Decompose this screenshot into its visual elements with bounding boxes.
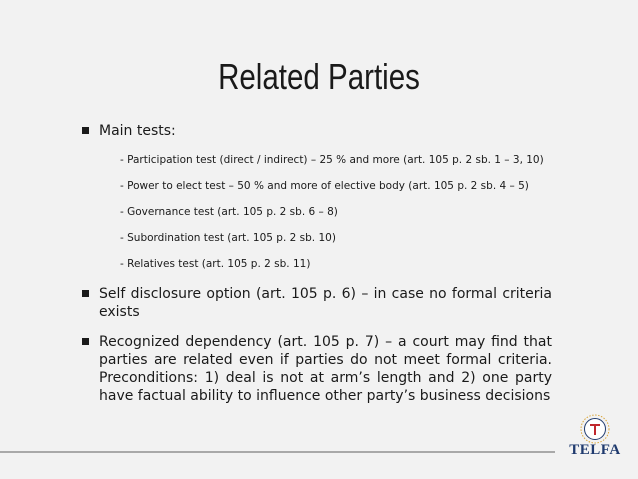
telfa-logo (562, 412, 628, 462)
sub-item-relatives-test: - Relatives test (art. 105 p. 2 sb. 11) (120, 258, 311, 270)
slide-title: Related Parties (218, 56, 420, 97)
main-tests-label: Main tests: (99, 123, 176, 139)
sub-item-participation-test: - Participation test (direct / indirect) – 25 % and more (art. 105 p. 2 sb. 1 – 3, 10) (120, 154, 544, 166)
bullet-square-icon (82, 290, 89, 297)
recognized-dependency-text: Recognized dependency (art. 105 p. 7) – a court may find that parties are related even if parties do not meet formal criteria. Preconditions: 1) deal is not at arm’s length and 2) one party have factual ability to influence other party’s business decisions (99, 334, 552, 404)
sub-item-subordination-test: - Subordination test (art. 105 p. 2 sb. 10) (120, 232, 336, 244)
slide-content (82, 122, 552, 405)
telfa-logo-text: TELFA (569, 442, 621, 458)
bullet-main-tests (82, 122, 552, 140)
bullet-self-disclosure (82, 285, 552, 321)
self-disclosure-text: Self disclosure option (art. 105 p. 6) – in case no formal criteria exists (99, 286, 552, 320)
sub-item-governance-test: - Governance test (art. 105 p. 2 sb. 6 – 8) (120, 206, 338, 218)
sub-item-power-to-elect-test: - Power to elect test – 50 % and more of elective body (art. 105 p. 2 sb. 4 – 5) (120, 180, 529, 192)
bullet-recognized-dependency (82, 333, 552, 405)
footer-divider (0, 451, 555, 453)
bullet-square-icon (82, 338, 89, 345)
telfa-emblem-icon (562, 412, 628, 446)
bullet-square-icon (82, 127, 89, 134)
